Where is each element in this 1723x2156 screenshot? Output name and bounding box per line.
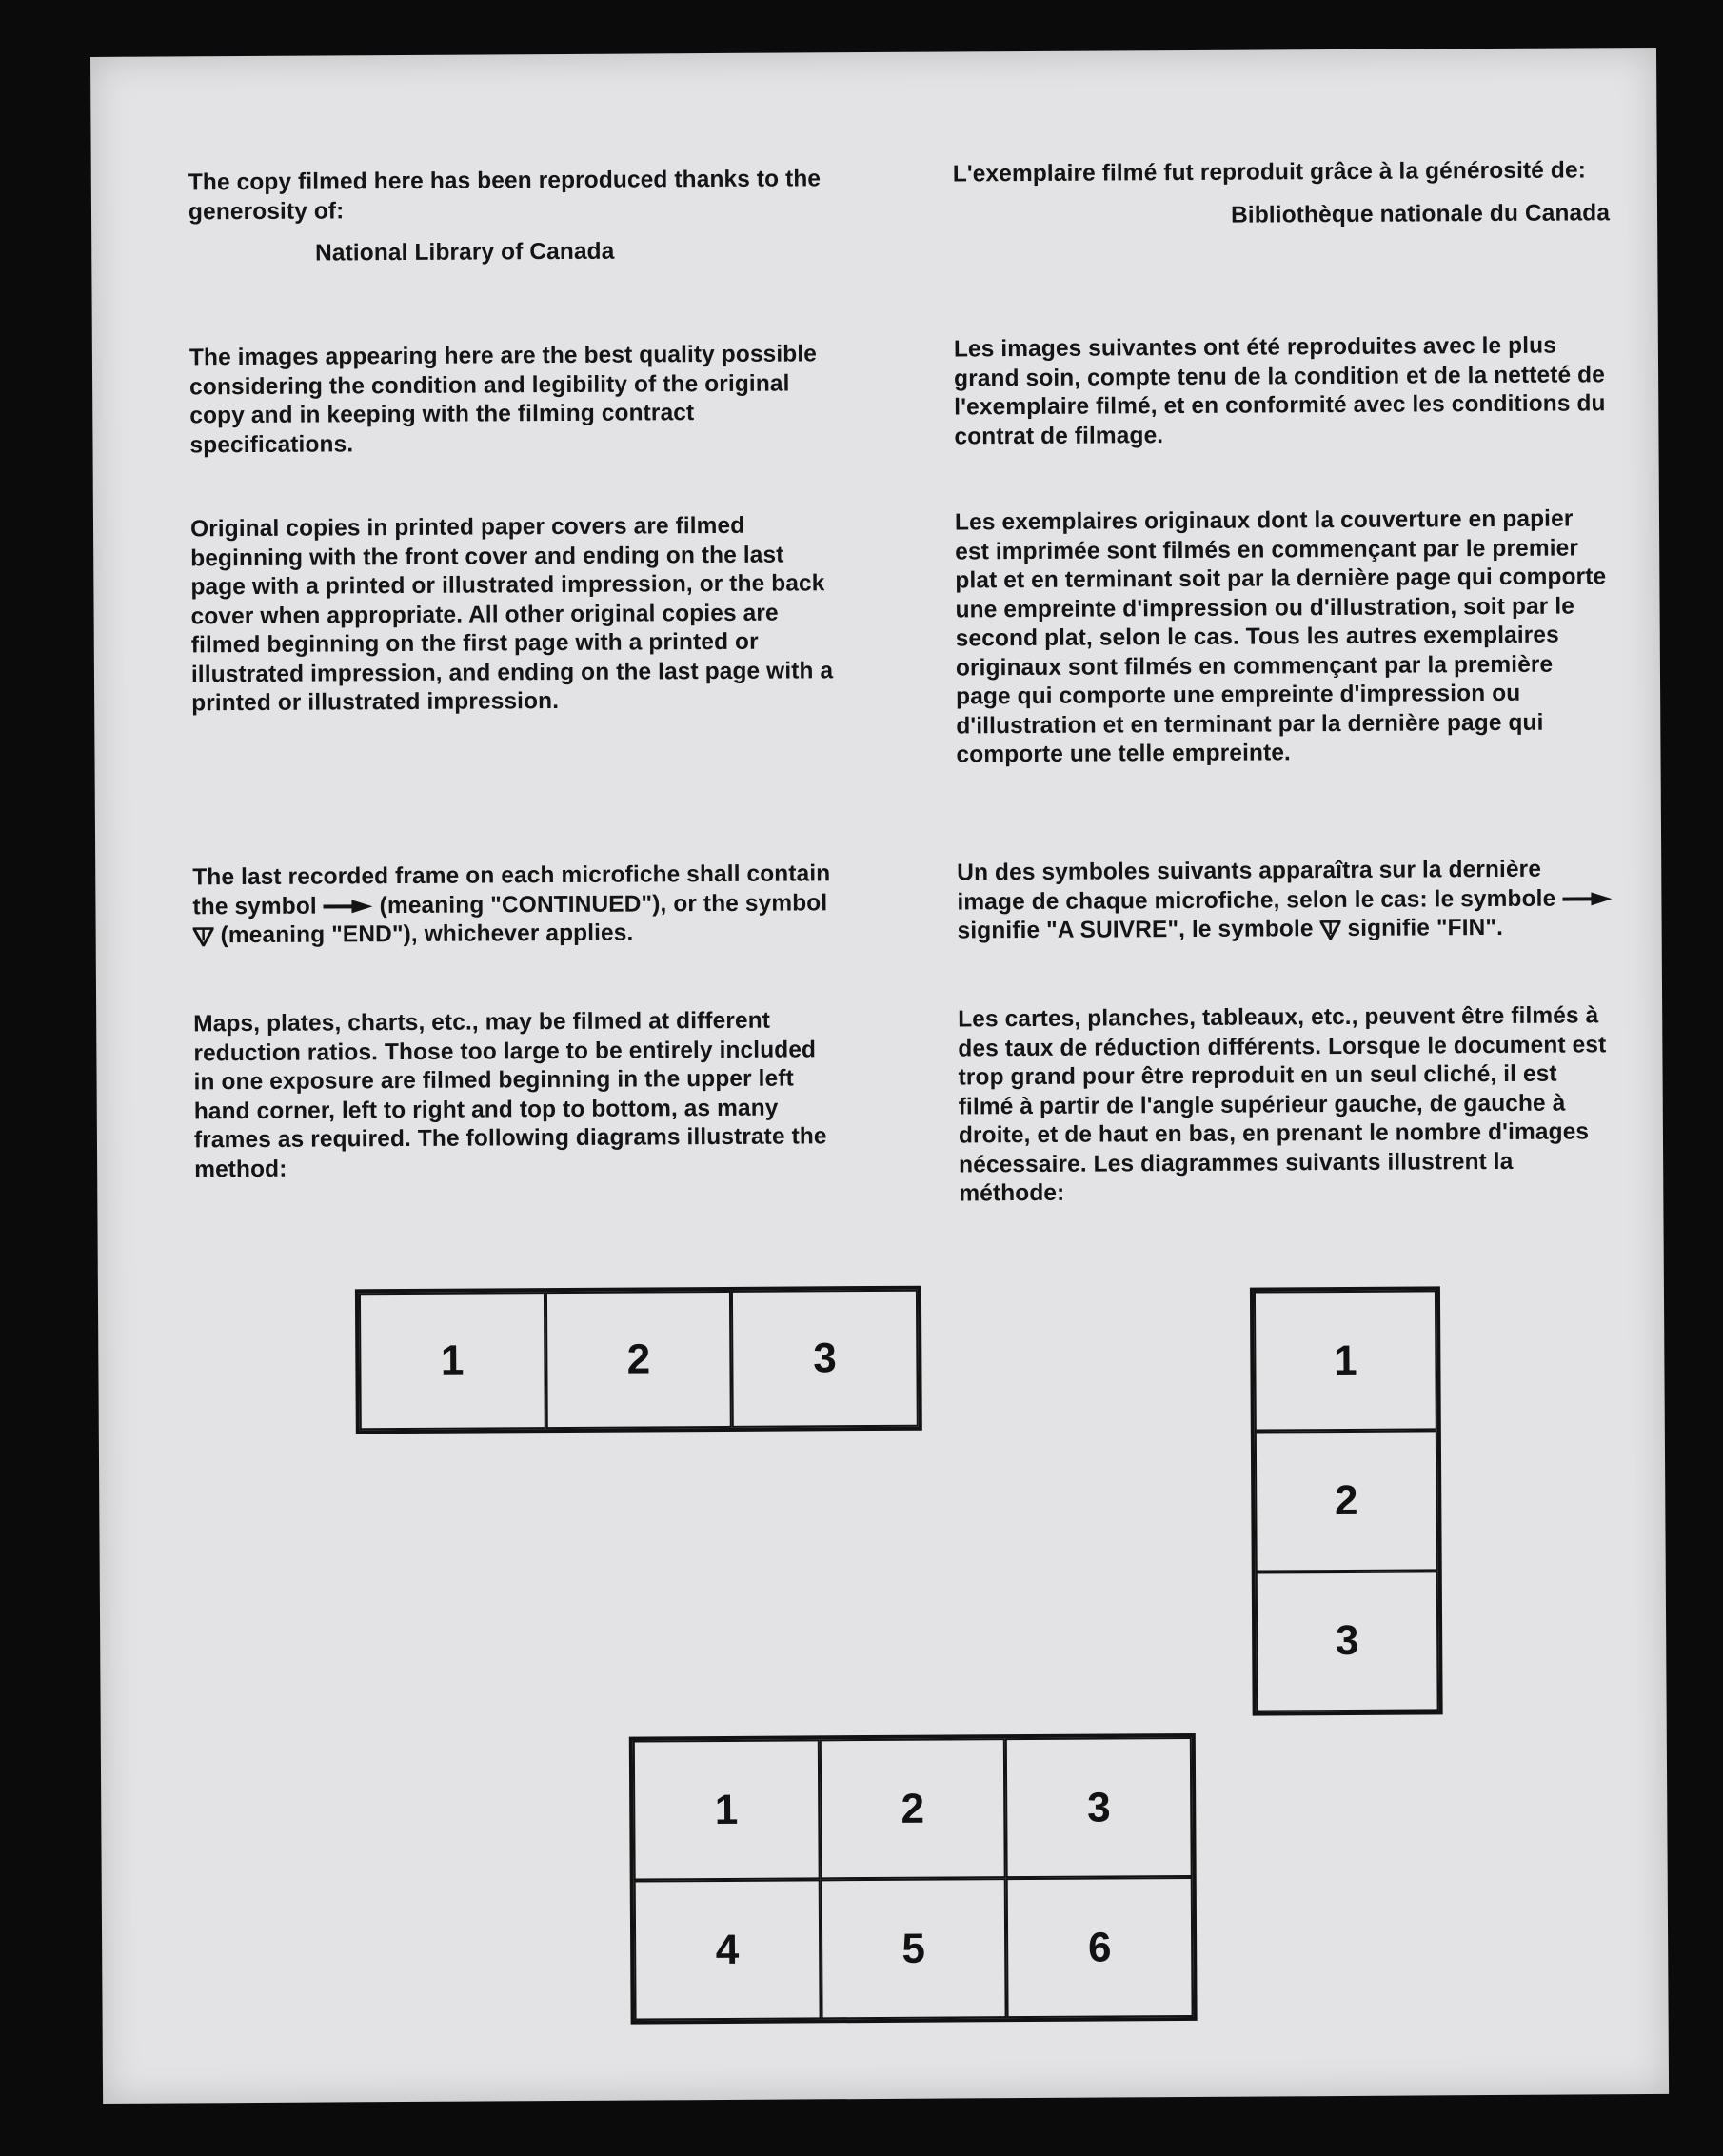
fr-symbols-text-a: Un des symboles suivants apparaîtra sur la dernière image de chaque microfiche, selon le cas: le symbole: [957, 856, 1556, 915]
fr-quality-text: Les images suivantes ont été reproduites avec le plus grand soin, compte tenu de la condition et de la netteté de l'exemplaire filmé, et en conformité avec les conditions du contrat de filmage.: [953, 332, 1606, 449]
diagram-cell: 2: [545, 1291, 733, 1429]
en-originals-text: Original copies in printed paper covers are filmed beginning with the front cover and ending on the last page with a printed or illustrated impression, or the back cover when appropriate. All other original copies are filmed beginning on the first page with a printed or illustrated impression, and ending on the last page with a printed or illustrated impression.: [189, 512, 834, 717]
en-maps-paragraph: [193, 1006, 842, 1184]
microfilm-target-sheet: [90, 48, 1669, 2104]
en-symbols-paragraph: [192, 860, 841, 951]
fr-symbols-paragraph: [957, 855, 1614, 946]
diagram-cell: 2: [1255, 1431, 1438, 1572]
fr-symbols-text-b: signifie "A SUIVRE", le symbole: [957, 916, 1314, 944]
fr-thanks-text: L'exemplaire filmé fut reproduit grâce à la générosité de:: [952, 157, 1586, 188]
fr-quality-paragraph: [954, 331, 1612, 451]
diagram-cell: 1: [633, 1739, 821, 1880]
diagram-vertical: [1250, 1286, 1443, 1715]
en-thanks-text: The copy filmed here has been reproduced thanks to the generosity of:: [188, 166, 822, 225]
diagram-cell: 5: [820, 1878, 1007, 2019]
diagram-cell: 4: [634, 1879, 822, 2020]
fr-symbols-text-c: signifie "FIN".: [1347, 914, 1504, 941]
fr-originals-text: Les exemplaires originaux dont la couverture en papier est imprimée sont filmés en commençant par le premier plat et en terminant soit par la dernière page qui comporte une empreinte d'impression ou d'illustration, soit par le second plat, selon le cas. Tous les autres exemplaires originaux sont filmés en commençant par la première page qui comporte une empreinte d'impression ou d'illustration et en terminant par la dernière page qui comporte une telle empreinte.: [954, 505, 1607, 768]
diagram-cell: 2: [819, 1738, 1006, 1879]
en-originals-paragraph: [190, 511, 839, 719]
en-symbols-text-a: The last recorded frame on each microfiche shall contain the symbol: [192, 860, 831, 920]
en-symbols-text-c: (meaning "END"), whichever applies.: [220, 920, 634, 949]
fr-maps-paragraph: [958, 1001, 1615, 1209]
diagram-cell: 3: [1005, 1737, 1193, 1878]
fr-maps-text: Les cartes, planches, tableaux, etc., peuvent être filmés à des taux de réduction différents. Lorsque le document est trop grand pour être reproduit en un seul cliché, il est filmé à partir de l'angle supérieur gauche, de gauche à droite, et de haut en bas, en prenant le nombre d'images nécessaire. Les diagrammes suivants illustrent la méthode:: [958, 1002, 1607, 1207]
continued-arrow-icon: [324, 900, 373, 913]
en-library-name: National Library of Canada: [314, 238, 615, 267]
fr-originals-paragraph: [955, 504, 1614, 770]
diagram-grid: [629, 1733, 1198, 2025]
en-maps-text: Maps, plates, charts, etc., may be filmed at different reduction ratios. Those too large to be entirely included in one exposure are filmed beginning in the upper left hand corner, left to right and top to bottom, as many frames as required. The following diagrams illustrate the method:: [193, 1007, 827, 1182]
diagram-cell: 3: [731, 1290, 919, 1428]
fin-triangle-icon: [1319, 920, 1340, 940]
en-thanks-paragraph: [188, 165, 837, 269]
diagram-cell: 1: [1254, 1290, 1437, 1431]
fr-library-name: Bibliothèque nationale du Canada: [1230, 199, 1611, 228]
diagram-cell: 3: [1256, 1571, 1439, 1711]
fr-thanks-paragraph: [953, 156, 1610, 231]
diagram-cell: 1: [359, 1292, 546, 1430]
en-quality-paragraph: [189, 340, 838, 460]
en-symbols-text-b: (meaning "CONTINUED"), or the symbol: [379, 889, 828, 919]
diagram-horizontal: [355, 1286, 922, 1434]
a-suivre-arrow-icon: [1562, 892, 1612, 905]
en-quality-text: The images appearing here are the best quality possible considering the condition and legibility of the original copy and in keeping with the filming contract specifications.: [188, 341, 818, 458]
diagram-cell: 6: [1006, 1877, 1194, 2018]
end-triangle-icon: [193, 927, 214, 946]
